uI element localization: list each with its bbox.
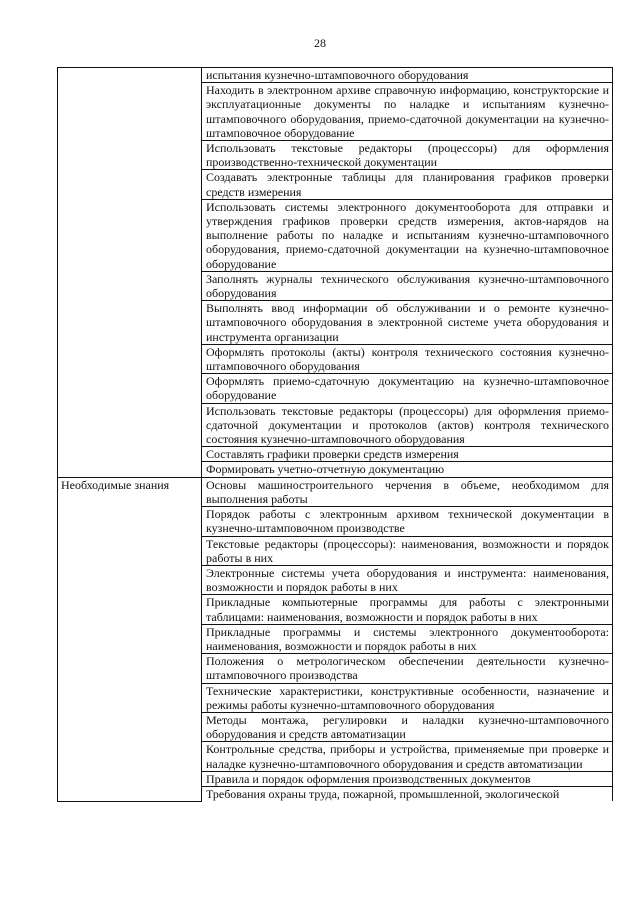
- knowledge-label-cell: Необходимые знания: [58, 477, 202, 801]
- knowledge-item: Прикладные компьютерные программы для работы с электронными таблицами: наименования, возможности и порядок работы в них: [202, 595, 613, 624]
- skill-item: Использовать системы электронного документооборота для отправки и утверждения графиков проверки средств измерения, актов-нарядов на выполнение работы по наладке и испытаниям кузнечно-штамповочного оборудования, приемо-сдаточной документации на кузнечно-штамповочное оборудование: [202, 199, 613, 271]
- skill-item: Формировать учетно-отчетную документацию: [202, 462, 613, 477]
- knowledge-item: Прикладные программы и системы электронного документооборота: наименования, возможности и порядок работы в них: [202, 624, 613, 653]
- skill-item: Оформлять протоколы (акты) контроля технического состояния кузнечно-штамповочного оборудования: [202, 344, 613, 373]
- knowledge-item: Методы монтажа, регулировки и наладки кузнечно-штамповочного оборудования и средств автоматизации: [202, 712, 613, 741]
- knowledge-item: Основы машиностроительного черчения в объеме, необходимом для выполнения работы: [202, 477, 613, 506]
- knowledge-item: Положения о метрологическом обеспечении деятельности кузнечно-штамповочного производства: [202, 654, 613, 683]
- skill-item: испытания кузнечно-штамповочного оборудования: [202, 68, 613, 83]
- skill-item: Находить в электронном архиве справочную информацию, конструкторские и эксплуатационные документы по наладке и испытаниям кузнечно-штамповочного оборудования, приемо-сдаточной документации на кузнечно-штамповочное оборудование: [202, 83, 613, 141]
- qualification-table: [57, 67, 613, 802]
- skill-item: Создавать электронные таблицы для планирования графиков проверки средств измерения: [202, 170, 613, 199]
- skill-item: Выполнять ввод информации об обслуживании и о ремонте кузнечно-штамповочного оборудования в электронной системе учета оборудования и инструмента организации: [202, 301, 613, 345]
- knowledge-item: Электронные системы учета оборудования и инструмента: наименования, возможности и порядок работы в них: [202, 565, 613, 594]
- knowledge-item: Текстовые редакторы (процессоры): наименования, возможности и порядок работы в них: [202, 536, 613, 565]
- skill-item: Заполнять журналы технического обслуживания кузнечно-штамповочного оборудования: [202, 271, 613, 300]
- skills-label-cell: [58, 68, 202, 478]
- page-number: 28: [314, 36, 326, 50]
- skill-item: Составлять графики проверки средств измерения: [202, 447, 613, 462]
- table-row: [58, 68, 613, 83]
- skill-item: Использовать текстовые редакторы (процессоры) для оформления приемо-сдаточной документации и протоколов (актов) контроля технического состояния кузнечно-штамповочного оборудования: [202, 403, 613, 447]
- skill-item: Оформлять приемо-сдаточную документацию на кузнечно-штамповочное оборудование: [202, 374, 613, 403]
- knowledge-item: Требования охраны труда, пожарной, промышленной, экологической: [202, 786, 613, 801]
- knowledge-item: Порядок работы с электронным архивом технической документации в кузнечно-штамповочном производстве: [202, 507, 613, 536]
- skill-item: Использовать текстовые редакторы (процессоры) для оформления производственно-технической документации: [202, 141, 613, 170]
- knowledge-item: Технические характеристики, конструктивные особенности, назначение и режимы работы кузнечно-штамповочного оборудования: [202, 683, 613, 712]
- table-row: [58, 477, 613, 506]
- knowledge-item: Контрольные средства, приборы и устройства, применяемые при проверке и наладке кузнечно-штамповочного оборудования и средств автоматизации: [202, 742, 613, 771]
- knowledge-item: Правила и порядок оформления производственных документов: [202, 771, 613, 786]
